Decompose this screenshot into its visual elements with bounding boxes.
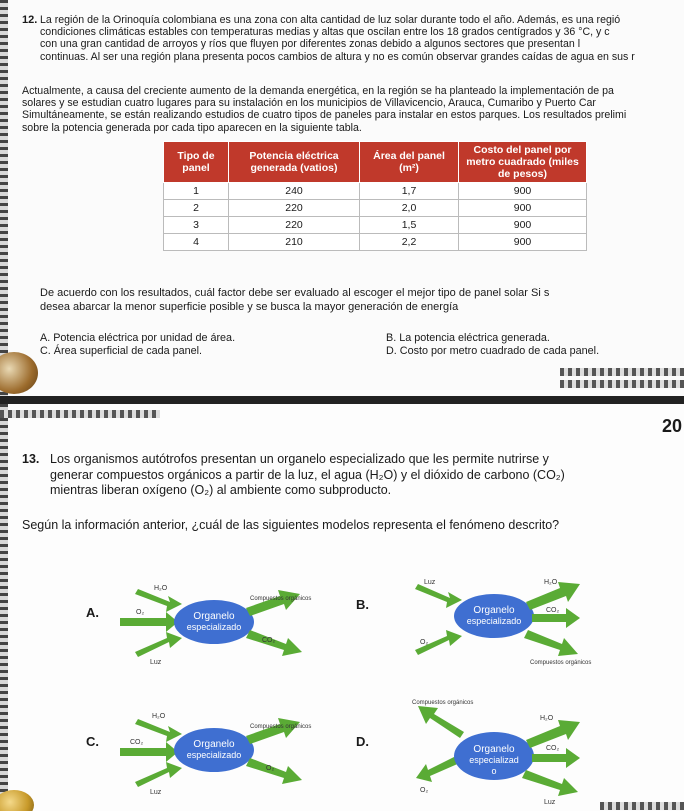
table-cell: 900 — [459, 234, 587, 251]
organelle-label: o — [491, 766, 497, 776]
arrow-icon — [120, 742, 178, 762]
panel-data-table — [163, 141, 587, 251]
arrow-icon — [524, 630, 578, 656]
arrow-label: Luz — [150, 659, 162, 666]
table-cell: 900 — [459, 217, 587, 234]
table-row — [164, 217, 587, 234]
arrow-label: O₂ — [136, 609, 145, 616]
context-paragraph — [22, 85, 684, 134]
arrow-icon — [135, 762, 182, 787]
text-line: desea abarcar la menor superficie posible y se busca la mayor generación de energía — [40, 301, 459, 313]
table-row — [164, 234, 587, 251]
model-b-diagram[interactable] — [390, 564, 600, 669]
arrow-icon — [135, 632, 182, 657]
arrow-label: Compuestos orgánicos — [412, 700, 474, 706]
table-row — [164, 200, 587, 217]
table-cell: 900 — [459, 200, 587, 217]
page-number: 20 — [661, 416, 682, 436]
arrow-label: H₂O — [152, 713, 166, 720]
table-cell: 2,2 — [360, 234, 459, 251]
model-d-diagram[interactable] — [390, 696, 600, 808]
spiral-binding — [0, 404, 8, 811]
arrow-label: Compuestos orgánicos — [530, 660, 592, 666]
q13-paragraph — [50, 452, 565, 499]
arrow-label: O₂ — [420, 639, 429, 646]
q13-question: Según la información anterior, ¿cuál de las siguientes modelos representa el fenómeno descrito? — [22, 518, 560, 532]
arrow-label: CO₂ — [130, 739, 144, 746]
decorative-stripe — [560, 380, 684, 388]
organelle-label: especializado — [186, 750, 242, 760]
arrow-label: Luz — [544, 799, 556, 806]
organelle-label: especializado — [466, 616, 522, 626]
table-cell: 210 — [229, 234, 360, 251]
arrow-icon — [526, 720, 580, 748]
model-letter-b: B. — [356, 597, 369, 612]
answer-option-c[interactable]: C. Área superficial de cada panel. — [40, 345, 203, 357]
table-header-row — [164, 142, 587, 183]
answer-option-a[interactable]: A. Potencia eléctrica por unidad de área. — [40, 332, 236, 344]
arrow-label: CO₂ — [262, 637, 276, 644]
arrow-label: O₂ — [420, 787, 429, 794]
arrow-icon — [120, 612, 178, 632]
table-row — [164, 183, 587, 200]
text-line: continuas. Al ser una región plana presenta pocos cambios de altura y no es común observar grandes caídas de agua en sus r — [40, 50, 635, 63]
arrow-label: CO₂ — [546, 607, 560, 614]
table-cell: 2,0 — [360, 200, 459, 217]
text-line: con una gran cantidad de arroyos y ríos que fluyen por diferentes zonas debido a algunos sectores que presentan l — [40, 38, 581, 51]
decorative-orb — [0, 352, 38, 394]
page-question-13 — [0, 404, 684, 811]
intro-paragraph — [40, 14, 684, 63]
text-line: mientras liberan oxígeno (O₂) al ambiente como subproducto. — [50, 483, 392, 497]
organelle-label: especializado — [186, 622, 242, 632]
organelle-label: Organelo — [193, 739, 235, 750]
question-prompt — [40, 286, 684, 314]
table-cell: 220 — [229, 200, 360, 217]
organelle-label: Organelo — [473, 744, 515, 755]
organelle-label: Organelo — [193, 611, 235, 622]
text-line: La región de la Orinoquía colombiana es una zona con alta cantidad de luz solar durante todo el año. Además, es una regió — [40, 14, 621, 26]
arrow-icon — [526, 582, 580, 610]
spiral-binding — [0, 0, 8, 396]
decorative-stripe — [560, 368, 684, 376]
page-question-12 — [0, 0, 684, 396]
text-line: Actualmente, a causa del creciente aumento de la demanda energética, en la región se ha planteado la implementación de pa — [22, 85, 614, 97]
table-cell: 1 — [164, 183, 229, 200]
arrow-label: H₂O — [154, 585, 168, 592]
organelle-label: Organelo — [473, 605, 515, 616]
table-cell: 4 — [164, 234, 229, 251]
answer-option-b[interactable]: B. La potencia eléctrica generada. — [386, 332, 550, 344]
table-cell: 1,5 — [360, 217, 459, 234]
column-header: Tipo de panel — [164, 142, 229, 183]
arrow-icon — [522, 770, 578, 796]
table-cell: 240 — [229, 183, 360, 200]
model-letter-d: D. — [356, 734, 369, 749]
table-cell: 2 — [164, 200, 229, 217]
text-line: Los organismos autótrofos presentan un organelo especializado que les permite nutrirse y — [50, 452, 549, 466]
text-line: Simultáneamente, se están realizando estudios de cuatro tipos de paneles para instalar en estos parques. Los resultados prelimi — [22, 109, 627, 122]
model-letter-c: C. — [86, 734, 99, 749]
arrow-icon — [246, 718, 300, 744]
arrow-label: Compuestos orgánicos — [250, 596, 312, 602]
table-cell: 1,7 — [360, 183, 459, 200]
model-c-diagram[interactable] — [110, 694, 320, 799]
table-cell: 3 — [164, 217, 229, 234]
column-header: Área del panel (m²) — [360, 142, 459, 183]
arrow-label: Luz — [424, 579, 436, 586]
answer-option-d[interactable]: D. Costo por metro cuadrado de cada panel. — [386, 345, 600, 357]
text-line: generar compuestos orgánicos a partir de la luz, el agua (H₂O) y el dióxido de carbono (CO₂) — [50, 467, 565, 482]
text-line: sobre la potencia generada por cada tipo aparecen en la siguiente tabla. — [22, 121, 362, 134]
arrow-label: O₂ — [266, 765, 275, 772]
organelle-label: especializad — [469, 755, 519, 765]
decorative-stripe — [600, 802, 684, 810]
text-line: condiciones climáticas estables con temperaturas medias y altas que oscilan entre los 18 grados centígrados y 36 °C, y c — [40, 26, 610, 39]
arrow-icon — [415, 584, 462, 608]
decorative-orb — [0, 790, 34, 811]
model-a-diagram[interactable] — [110, 564, 320, 669]
model-letter-a: A. — [86, 605, 99, 620]
column-header: Costo del panel por metro cuadrado (miles de pesos) — [459, 142, 587, 183]
arrow-label: H₂O — [540, 715, 554, 722]
decorative-stripe — [0, 410, 160, 418]
arrow-label: H₂O — [544, 579, 558, 586]
arrow-icon — [246, 590, 300, 616]
arrow-label: Luz — [150, 789, 162, 796]
arrow-icon — [418, 706, 464, 738]
column-header: Potencia eléctrica generada (vatios) — [229, 142, 360, 183]
text-line: De acuerdo con los resultados, cuál factor debe ser evaluado al escoger el mejor tipo de panel solar Si s — [40, 287, 550, 299]
text-line: solares y se estudian cuatro lugares para su instalación en los municipios de Villavicencio, Arauca, Cumaribo y Puerto Car — [22, 97, 596, 110]
table-cell: 220 — [229, 217, 360, 234]
table-cell: 900 — [459, 183, 587, 200]
question-number: 12. — [22, 14, 38, 26]
arrow-label: Compuestos orgánicos — [250, 724, 312, 730]
page-divider — [0, 396, 684, 404]
arrow-label: CO₂ — [546, 745, 560, 752]
question-number: 13. — [22, 452, 40, 466]
